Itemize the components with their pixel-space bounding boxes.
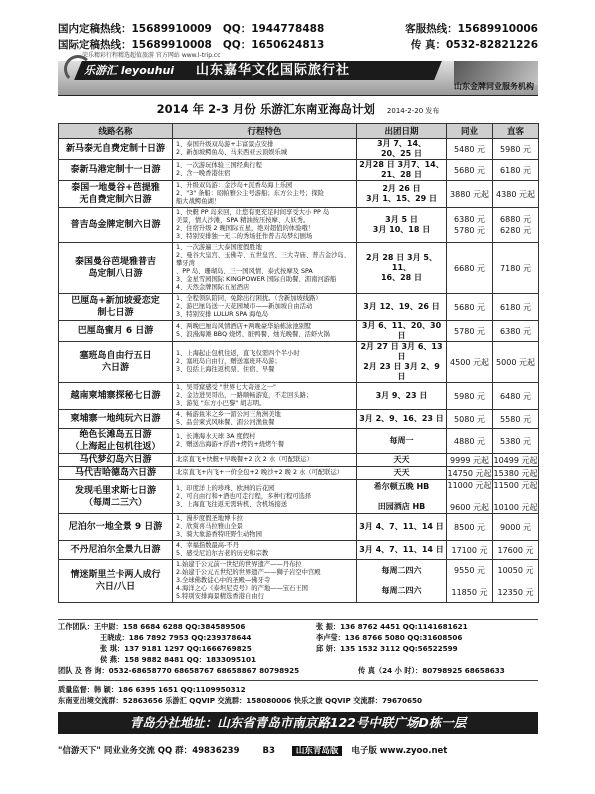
feature-line: 3、特别安排独一无二的秀场狂作普吉岛梦幻剧场 — [176, 233, 313, 240]
departure-dates: 2月 27 日 3月 6、13 日 2月 23 日 3月 2、9 日 — [357, 342, 447, 383]
table-row — [59, 467, 539, 480]
header-retail-price: 直客 — [493, 124, 539, 139]
route-features — [173, 321, 357, 342]
departure-dates: 希尔顿五晚 HB 田园酒店 HB — [357, 480, 447, 514]
feature-line: 美景，情人沙滩，SPA 精油按压按摩、人妖秀。 — [176, 217, 310, 224]
service-hotline: 客服热线：15689910006 — [405, 23, 538, 35]
feature-line: 2、赠送出海游+浮潜+烤钓+烧烤午餐 — [176, 441, 284, 448]
route-features — [173, 429, 357, 454]
table-row — [59, 208, 539, 243]
trade-price: 3880 元起 — [447, 181, 493, 208]
feature-line: 2、曼谷大皇宫、玉佛寺、五世皇宫、三大寺庙、普吉金沙岛、攀牙湾 — [176, 252, 351, 267]
table-row — [59, 243, 539, 294]
route-features — [173, 139, 357, 160]
feature-line: 2.始建于公元五世纪的世界遗产——狮子岩空中宫殿 — [176, 569, 321, 576]
feature-line: 4、两晚巴厘岛风情酒店+两晚豪华始栋泳池别墅 — [176, 323, 312, 330]
departure-dates: 2月28 日 3月7、14、 21、28 日 — [357, 160, 447, 181]
feature-line: 2、"3" 条船：昭帕雅公主号游船；东方公主号；探险 — [176, 190, 325, 197]
feature-line: 5、浪漫海滩 BBQ 烧烤、脏鸭餐、烛光晚餐、活虾火锅 — [176, 331, 330, 338]
edition-badge: 山东青岛版 — [292, 746, 343, 756]
feature-line: 1、一次游玩体验三国经典行程 — [176, 162, 262, 169]
contact-row-4: 侯 燕：158 9882 8481 QQ：1833095101 — [100, 655, 257, 664]
banner-subtitle: 山东金牌同业服务机构 — [454, 82, 534, 91]
table-row — [59, 294, 539, 321]
retail-price: 6180 元 — [493, 160, 539, 181]
company-banner — [58, 51, 538, 96]
domestic-hotline: 国内定稿热线：15689910009 QQ：1944778488 — [58, 23, 325, 35]
trade-price: 5680 元 — [447, 160, 493, 181]
departure-dates: 3月 4、7、11、14 日 — [357, 541, 447, 560]
retail-price: 6480 元 — [493, 383, 539, 410]
departure-dates: 每周一 — [357, 429, 447, 454]
brand-logo: 乐游汇 leyouhui — [84, 64, 175, 77]
route-features — [173, 342, 357, 383]
departure-dates: 3月 9、23 日 — [357, 383, 447, 410]
route-name: 普吉岛金牌定制六日游 — [59, 208, 173, 243]
table-row — [59, 321, 539, 342]
feature-line: 2、可自由行和+酒也可走行程，多种行程可选择 — [176, 492, 312, 500]
trade-price: 5980 元 — [447, 383, 493, 410]
feature-line: 3.全球佛教徒心中的圣殿—佛牙寺 — [176, 577, 271, 584]
route-features — [173, 467, 357, 480]
retail-price: 10499 元起 — [493, 455, 538, 465]
feature-line: 2、欣赏喜马拉雅山全景 — [176, 523, 243, 530]
trade-price: 14750 元起 — [447, 468, 492, 478]
contact-row-1: 工作团队：王中尉：158 6684 6288 QQ:384589506 张 振：136 8762 4451 QQ:1141681621 — [58, 622, 468, 631]
feature-line: 2、游巴厘岛送一天花园城市——新加坡自由活动 — [176, 303, 313, 310]
feature-line: 1、吴哥窟感受 "世界七大奇迹之一" — [176, 384, 276, 391]
intl-hotline: 国际定稿热线：15689910008 QQ：1650624813 — [58, 39, 325, 51]
feature-line: 1、印度洋上的珍珠、欧洲的后花园 — [176, 484, 275, 492]
page-footer — [58, 744, 538, 758]
retail-price: 5980 元 — [493, 139, 539, 160]
feature-line: 1、泰国升级双岛游+丰富景点安排 — [176, 141, 274, 148]
route-name: 泰国一地曼谷+芭提雅 无自费定制六日游 — [59, 181, 173, 208]
retail-price: 15380 元起 — [493, 468, 538, 478]
feature-line: 、PP 岛、珊瑚岛、三一国风情、泰式按摩及 SPA — [176, 268, 313, 275]
route-name: 巴厘岛蜜月 6 日游 — [59, 321, 173, 342]
route-features — [173, 160, 357, 181]
departure-dates: 天天 — [357, 467, 447, 480]
table-row — [59, 342, 539, 383]
table-row — [59, 160, 539, 181]
table-row — [59, 480, 539, 514]
route-name: 越南柬埔寨探秘七日游 — [59, 383, 173, 410]
feature-line: 1、快艇 PP 岛来回，让您有更充足时间享受大小 PP 岛 — [176, 209, 330, 216]
departure-dates: 3月 2、9、16、23 日 — [357, 410, 447, 429]
table-row — [59, 454, 539, 467]
departure-dates: 天天 — [357, 454, 447, 467]
route-name: 柬埔寨一地纯玩六日游 — [59, 410, 173, 429]
feature-line: 2、金边进吴哥出，一路顺畅游览，不走回头路； — [176, 392, 313, 399]
feature-line: 5、品尝柬式风味餐、湄公河渔鱼餐 — [176, 419, 275, 426]
publish-date: 2014-2-20 发布 — [386, 107, 440, 115]
route-name: 发现毛里求斯七日游 （每周二三六） — [59, 480, 173, 514]
feature-line: 3、特别安排 LULUR SPA 海龟岛 — [176, 311, 269, 318]
contact-row-3: 张 琪：137 9181 1297 QQ:1666769825 邱 妍：135 1532 3112 QQ:56522599 — [100, 644, 458, 653]
table-row — [59, 560, 539, 603]
route-name: 泰国曼谷芭堤雅普吉 岛定制八日游 — [59, 243, 173, 294]
trade-price: 6380 元 5780 元 — [447, 208, 493, 243]
departure-dates: 3月 7、14、 20、25 日 — [357, 139, 447, 160]
feature-line: 5.特别安排海景精选香港自由行 — [176, 593, 264, 600]
qq-exchange-groups: 东南亚出境交流群：52863656 乐游汇 QQVIP 交流群：158080006 快乐之旅 QQVIP 交流群：79670650 — [58, 696, 422, 705]
feature-line: 3、金星雪园国际 KINGPOWER 国际自助餐、湄南河游船 — [176, 276, 337, 283]
feature-line: 4、天然金牌国际五星酒店 — [176, 284, 250, 291]
feature-line: 4、幸福指数最高-不丹 — [176, 542, 239, 549]
page-title — [58, 102, 538, 118]
feature-line: 5、感受尼泊尔古老的历史和宗教 — [176, 550, 269, 557]
footer-divider-2 — [58, 680, 538, 681]
departure-dates: 3月 5 日 3月 10、18 日 — [357, 208, 447, 243]
table-row — [59, 541, 539, 560]
table-row — [59, 139, 539, 160]
departure-dates: 3月 4、7、11、14 日 — [357, 514, 447, 541]
table-row — [59, 383, 539, 410]
route-name: 尼泊尔一地全景 9 日游 — [59, 514, 173, 541]
feature-line: 3、游览 "东方小巴黎" 胡志明。 — [176, 400, 266, 407]
fax-line: 传 真：0532-82821226 — [410, 39, 538, 51]
retail-price: 6880 元 6280 元 — [493, 208, 539, 243]
header-route: 线路名称 — [59, 124, 173, 139]
feature-line: 4、畅游鱼米之乡一湄公河三角洲美地 — [176, 411, 281, 418]
trade-price: 17100 元 — [447, 541, 493, 560]
route-name: 巴厘岛+新加坡爱恋定 制七日游 — [59, 294, 173, 321]
header-features: 行程特色 — [173, 124, 357, 139]
table-row — [59, 410, 539, 429]
company-name: 山东嘉华文化国际旅行社 — [196, 63, 351, 78]
trade-price: 5680 元 — [447, 294, 493, 321]
trade-price: 11000 元起 9600 元起 — [447, 481, 492, 512]
table-row — [59, 429, 539, 454]
trade-price: 5080 元 — [447, 410, 493, 429]
trade-price: 4880 元 — [447, 429, 493, 454]
team-phone-row: 团队 及 咨 询：0532-68658770 68658767 68658867 80798925 传 真（24 小 时）：80798925 68658633 — [58, 666, 505, 675]
departure-dates: 2月 28 日 3月 5、11、 16、28 日 — [357, 243, 447, 294]
website-link[interactable]: 电子版 www.zyoo.net — [351, 746, 448, 756]
feature-line: 1、一次游遍三大泰国度假胜地 — [176, 244, 262, 251]
retail-price: 4380 元起 — [493, 181, 539, 208]
feature-line: 1、升级双岛游：金沙岛+沉香岛海上乐园 — [176, 182, 293, 189]
feature-line: 2、住宿升级 2 晚国际五星，绝对超值的体验哦！ — [176, 225, 314, 232]
feature-line: 2、新加坡鳄鱼岛、马来西亚云顶娱乐城 — [176, 149, 288, 156]
header-dates: 出团日期 — [357, 124, 447, 139]
feature-line: 北京直飞+快艇+早晚餐+2 次 2 水（可配联运） — [176, 456, 313, 463]
route-name: 不丹尼泊尔全景九日游 — [59, 541, 173, 560]
retail-price: 10050 元 12350 元 — [493, 560, 539, 603]
feature-line: 3、包括上海往返机票、住宿、早餐 — [176, 366, 275, 373]
route-features — [173, 560, 357, 603]
departure-dates: 每周二四六 每周二四六 — [357, 560, 447, 603]
footer-divider — [58, 619, 538, 620]
departure-dates: 3月 6、11、20、30 日 — [357, 321, 447, 342]
plan-title: 2014 年 2-3 月份 乐游汇东南亚海岛计划 — [156, 102, 375, 116]
header-trade-price: 同业 — [447, 124, 493, 139]
trade-price: 6680 元 — [447, 243, 493, 294]
retail-price: 5580 元 — [493, 410, 539, 429]
retail-price: 7180 元 — [493, 243, 539, 294]
route-name: 绝色长滩岛五日游 （上海起止包机往返） — [59, 429, 173, 454]
feature-line: 北京直飞+内飞+一价全包+2 晚沙+2 晚 2 水（可配联运） — [176, 469, 344, 476]
contact-row-2: 王晓成：186 7892 7953 QQ:239378644 李卢莹：136 8766 5080 QQ:31608506 — [100, 633, 463, 642]
departure-dates: 3月 12、19、26 日 — [357, 294, 447, 321]
banner-website-text: 荣乐精彩行程精选超值旅游 官方网站 www.l-trip.cc — [58, 51, 538, 61]
trade-price: 4500 元起 — [447, 342, 493, 383]
route-name: 情迷斯里兰卡两人成行 六日/八日 — [59, 560, 173, 603]
retail-price: 6180 元 — [493, 294, 539, 321]
retail-price: 5380 元 — [493, 429, 539, 454]
route-features — [173, 514, 357, 541]
feature-line: 3、上海直飞往返无需转机、含机场接送 — [176, 500, 288, 508]
retail-price: 11500 元起 10100 元起 — [493, 481, 538, 512]
retail-price: 5000 元起 — [493, 342, 539, 383]
route-features — [173, 243, 357, 294]
trade-price: 8500 元 — [447, 514, 493, 541]
feature-line: 1.始建于公元前一世纪的世界遗产——丹布拉 — [176, 561, 302, 568]
table-row — [59, 181, 539, 208]
feature-line: 1、上海起止包机往返，直飞仅需四个半小时 — [176, 350, 300, 357]
route-features — [173, 294, 357, 321]
route-name: 新马泰无自费定制十日游 — [59, 139, 173, 160]
route-name: 塞班岛自由行五日 六日游 — [59, 342, 173, 383]
retail-price: 17600 元 — [493, 541, 539, 560]
route-features — [173, 181, 357, 208]
trade-price: 5780 元 — [447, 321, 493, 342]
route-features — [173, 541, 357, 560]
route-features — [173, 410, 357, 429]
feature-line: 4.海洋之心《泰坦尼克号》的产地——宝石王国 — [176, 585, 308, 592]
table-header-row — [59, 124, 539, 139]
route-name: 马代梦幻岛六日游 — [59, 454, 173, 467]
trade-price: 9999 元起 — [447, 454, 493, 467]
route-features — [173, 480, 357, 514]
feature-line: 船大战鳄鱼湖！ — [176, 198, 221, 205]
qq-group-text: "信游天下" 同业业务交流 QQ 群：49836239 — [58, 746, 240, 756]
route-name: 泰新马港定制十一日游 — [59, 160, 173, 181]
feature-line: 1、漫步度假圣地博卡拉 — [176, 515, 243, 522]
retail-price: 9000 元 — [493, 514, 539, 541]
route-features — [173, 208, 357, 243]
feature-line: 2、塞班岛自由行，赠送塞班环岛游； — [176, 358, 281, 365]
feature-line: 3、骑大象游香特旺野生动物园 — [176, 531, 262, 538]
quality-supervisor: 质量监督：韩 颖：186 6395 1651 QQ:1109950312 — [58, 685, 246, 694]
trade-price: 5480 元 — [447, 139, 493, 160]
retail-price: 6380 元 — [493, 321, 539, 342]
page-number: B3 — [262, 746, 275, 756]
trade-price: 9550 元 11850 元 — [447, 560, 493, 603]
route-features — [173, 454, 357, 467]
feature-line: 2、含一晚香港住宿 — [176, 170, 231, 177]
table-row — [59, 514, 539, 541]
route-name: 马代吉哈德岛六日游 — [59, 467, 173, 480]
departure-dates: 2月 26 日 3月 1、15、29 日 — [357, 181, 447, 208]
route-features — [173, 383, 357, 410]
branch-address: 青岛分社地址：山东省青岛市南京路122号中联广场D栋一层 — [58, 712, 538, 734]
feature-line: 1、长滩海水天球 3A 度假村 — [176, 433, 256, 440]
feature-line: 1、全程领队陪同，免除出行困扰。（含新加坡线路） — [176, 295, 322, 302]
itinerary-table — [58, 123, 539, 603]
